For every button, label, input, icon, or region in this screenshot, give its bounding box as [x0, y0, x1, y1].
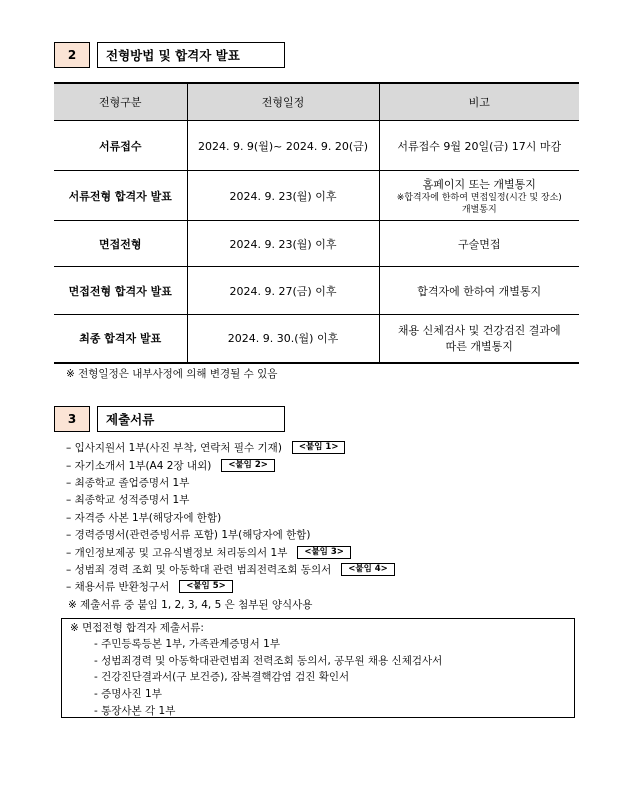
list-item — [66, 509, 586, 526]
attachment-badge: <붙임 3> — [297, 546, 351, 559]
table-row — [54, 121, 579, 171]
row-schedule: 2024. 9. 27(금) 이후 — [187, 267, 379, 315]
interview-documents-box — [61, 618, 575, 718]
table-row — [54, 171, 579, 221]
list-item — [66, 561, 586, 578]
section-3-title: 제출서류 — [97, 406, 285, 432]
row-remark-subnote: 개별통지 — [461, 204, 497, 215]
document-list — [66, 439, 586, 613]
document-text: – 성범죄 경력 조회 및 아동학대 관련 범죄전력조회 동의서 — [66, 563, 332, 576]
attachment-badge: <붙임 5> — [179, 580, 233, 593]
row-schedule: 2024. 9. 30.(월) 이후 — [187, 315, 379, 363]
document-text: – 최종학교 졸업증명서 1부 — [66, 476, 190, 489]
list-item: - 통장사본 각 1부 — [94, 705, 176, 718]
document-text: – 자기소개서 1부(A4 2장 내외) — [66, 459, 212, 472]
document-text: – 자격증 사본 1부(해당자에 한함) — [66, 511, 222, 524]
list-item: - 증명사진 1부 — [94, 688, 162, 701]
list-item — [66, 543, 586, 560]
row-category: 면접전형 합격자 발표 — [54, 267, 187, 315]
row-remark: 구술면접 — [379, 221, 579, 267]
attachment-badge: <붙임 4> — [341, 563, 395, 576]
row-remark: 서류접수 9월 20일(금) 17시 마감 — [379, 121, 579, 171]
list-item: - 주민등록등본 1부, 가족관계증명서 1부 — [94, 637, 280, 650]
schedule-note: ※ 전형일정은 내부사정에 의해 변경될 수 있음 — [66, 368, 278, 380]
row-schedule: 2024. 9. 23(월) 이후 — [187, 221, 379, 267]
row-category: 서류접수 — [54, 121, 187, 171]
document-text: – 개인정보제공 및 고유식별정보 처리동의서 1부 — [66, 546, 288, 559]
header-remark: 비고 — [379, 83, 579, 121]
list-item — [66, 491, 586, 508]
row-remark-line2: 따른 개별통지 — [445, 340, 513, 354]
table-row — [54, 221, 579, 267]
row-remark: 채용 신체검사 및 건강검진 결과에 — [397, 324, 561, 338]
section-2-title: 전형방법 및 합격자 발표 — [97, 42, 285, 68]
row-remark-cell — [379, 171, 579, 221]
interview-documents-heading: ※ 면접전형 합격자 제출서류: — [70, 621, 204, 634]
documents-note: ※ 제출서류 중 붙임 1, 2, 3, 4, 5 은 첨부된 양식사용 — [68, 598, 313, 611]
row-category: 최종 합격자 발표 — [54, 315, 187, 363]
list-item — [66, 439, 586, 456]
table-row — [54, 267, 579, 315]
row-remark-subnote: ※합격자에 한하여 면접일정(시간 및 장소) — [396, 192, 562, 203]
document-text: – 최종학교 성적증명서 1부 — [66, 494, 190, 507]
table-header-row — [54, 83, 579, 121]
schedule-table — [54, 82, 579, 364]
list-item — [66, 578, 586, 595]
list-item — [66, 456, 586, 473]
row-category: 면접전형 — [54, 221, 187, 267]
table-row — [54, 315, 579, 363]
header-category: 전형구분 — [54, 83, 187, 121]
row-schedule: 2024. 9. 9(월)~ 2024. 9. 20(금) — [187, 121, 379, 171]
header-schedule: 전형일정 — [187, 83, 379, 121]
list-item — [66, 474, 586, 491]
row-remark: 합격자에 한하여 개별통지 — [379, 267, 579, 315]
section-2-number: 2 — [54, 42, 90, 68]
attachment-badge: <붙임 1> — [292, 441, 346, 454]
document-text: – 경력증명서(관련증빙서류 포함) 1부(해당자에 한함) — [66, 529, 311, 542]
document-text: – 입사지원서 1부(사진 부착, 연락처 필수 기재) — [66, 442, 282, 455]
document-text: – 채용서류 반환청구서 — [66, 581, 170, 594]
section-3-number: 3 — [54, 406, 90, 432]
list-item: - 건강진단결과서(구 보건증), 잠복결핵감염 검진 확인서 — [94, 671, 350, 684]
row-remark: 홈페이지 또는 개별통지 — [422, 177, 536, 191]
row-schedule: 2024. 9. 23(월) 이후 — [187, 171, 379, 221]
list-item — [66, 526, 586, 543]
row-remark-cell — [379, 315, 579, 363]
row-category: 서류전형 합격자 발표 — [54, 171, 187, 221]
attachment-badge: <붙임 2> — [221, 459, 275, 472]
list-item: - 성범죄경력 및 아동학대관련범죄 전력조회 동의서, 공무원 채용 신체검사서 — [94, 654, 443, 667]
